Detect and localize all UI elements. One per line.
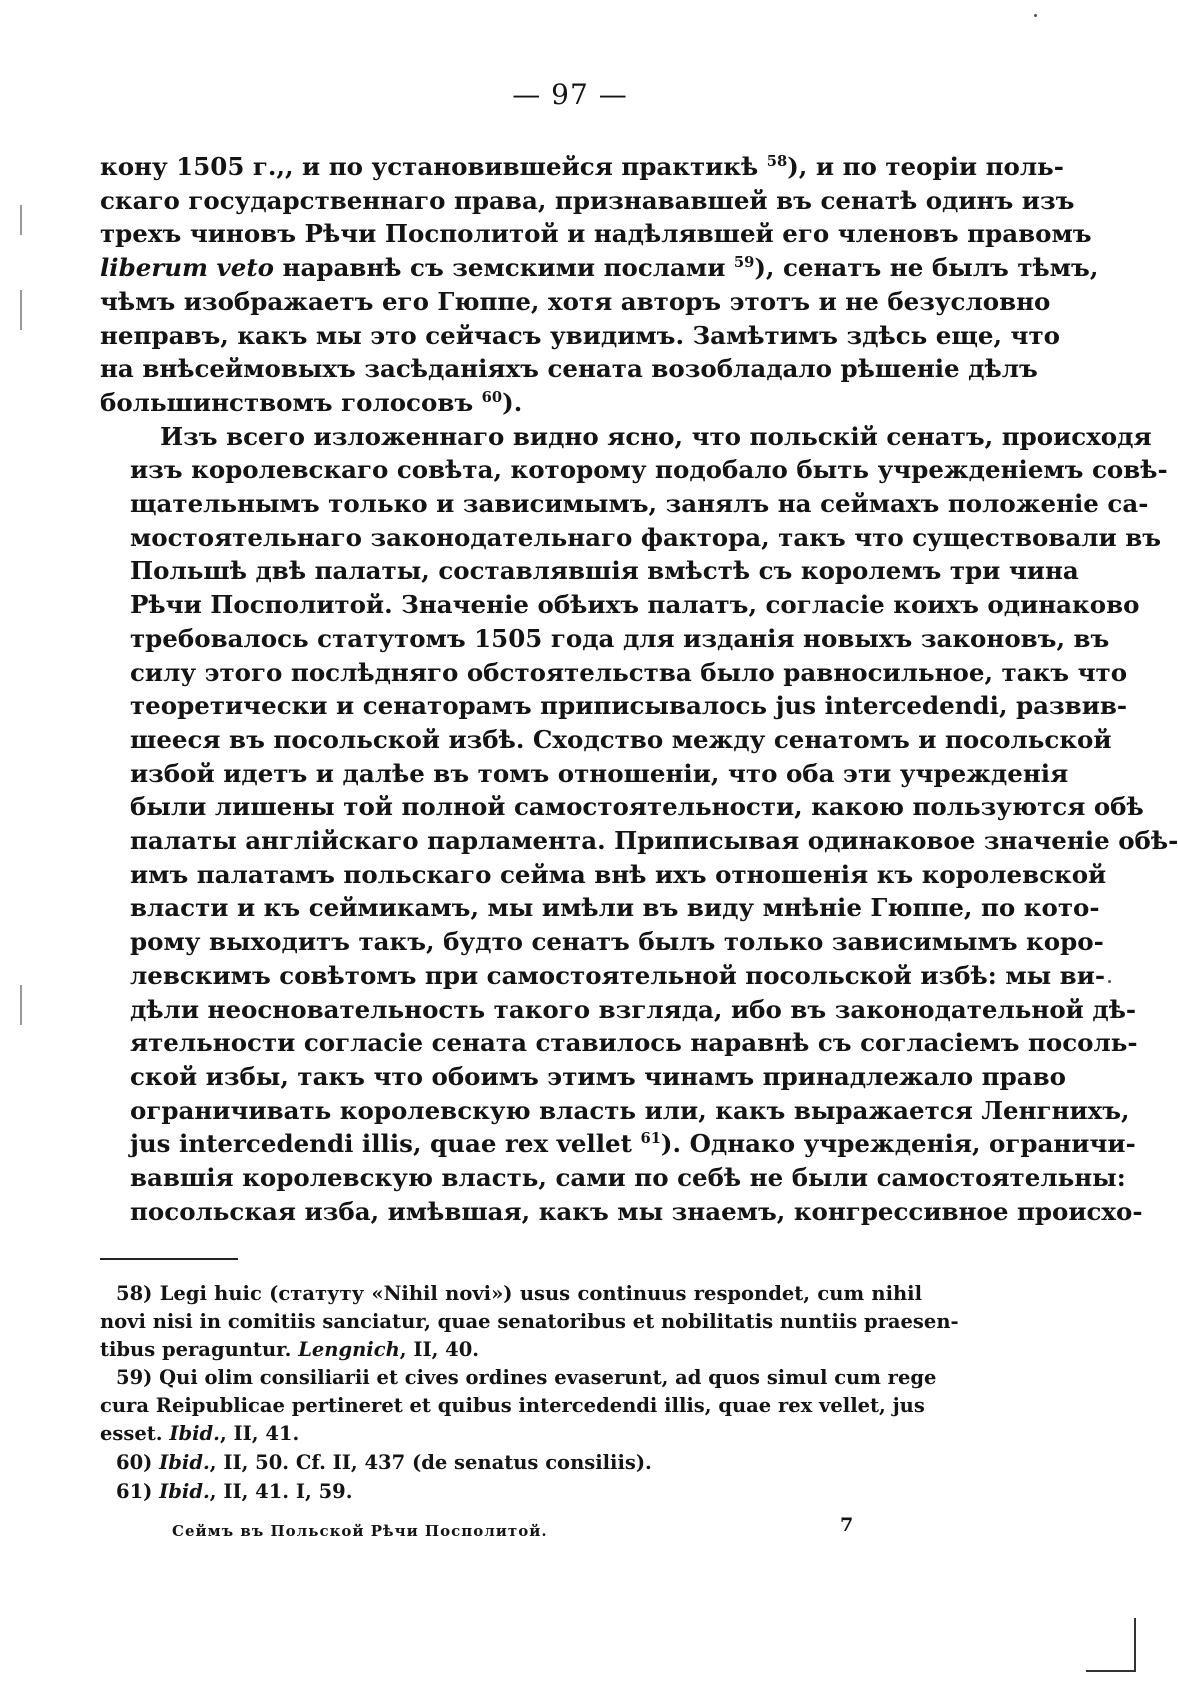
italic-citation: Ibid. (152, 1479, 210, 1503)
text-segment: , II, 50. Cf. II, 437 (de senatus consiliis). (209, 1450, 652, 1474)
text-line: вавшія королевскую власть, сами по себѣ не были самостоятельны: (130, 1163, 1126, 1193)
footnotes (100, 1280, 959, 1506)
text-segment: ), сенатъ не былъ тѣмъ, (754, 253, 1099, 283)
text-segment: ). Однако учрежденія, ограничи- (660, 1129, 1136, 1159)
text-line (100, 1420, 922, 1448)
text-line: изъ королевскаго совѣта, которому подобало быть учрежденіемъ совѣ- (130, 455, 1168, 485)
text-line: ятельности согласіе сената ставилось наравнѣ съ согласіемъ посоль- (130, 1028, 1138, 1058)
footnote-ref-58[interactable]: 58 (766, 152, 788, 170)
page-number: — 97 — (512, 78, 628, 111)
sheet-number: 7 (840, 1514, 854, 1536)
italic-term: liberum veto (100, 253, 274, 283)
text-segment: Legi huic (статуту «Nihil novi») usus continuus respondet, cum nihil (152, 1282, 922, 1305)
footnote-mark: 59) (116, 1366, 153, 1390)
italic-citation: Ibid. (152, 1450, 210, 1474)
text-line (100, 251, 1099, 285)
text-line: чѣмъ изображаетъ его Гюппе, хотя авторъ этотъ и не безусловно (100, 286, 1051, 316)
text-line: силу этого послѣдняго обстоятельства было равносильное, такъ что (130, 657, 1128, 687)
text-segment: , II, 41. (219, 1421, 300, 1445)
text-line: Польшѣ двѣ палаты, составлявшія вмѣстѣ съ королемъ три чина (130, 556, 1079, 586)
text-segment: Qui olim consiliarii et cives ordines evaserunt, ad quos simul cum rege (152, 1366, 937, 1390)
scan-speck (1108, 980, 1111, 983)
text-line (100, 1336, 922, 1364)
text-line (100, 150, 1064, 184)
text-line: шееся въ посольской избѣ. Сходство между сенатомъ и посольской (130, 724, 1112, 754)
italic-citation: Lengnich (298, 1337, 400, 1361)
text-line: палаты англійскаго парламента. Приписывая одинаковое значеніе обѣ- (130, 826, 1178, 856)
text-line: неправъ, какъ мы это сейчасъ увидимъ. Замѣтимъ здѣсь еще, что (100, 320, 1060, 350)
text-line (100, 386, 922, 420)
text-segment: esset. (100, 1421, 170, 1445)
scan-margin-mark (20, 290, 22, 330)
text-line: Изъ всего изложеннаго видно ясно, что польскій сенатъ, происходя (160, 421, 1152, 451)
text-line: мостоятельнаго законодательнаго фактора, такъ что существовали въ (130, 522, 1162, 552)
text-segment: tibus peraguntur. (100, 1337, 299, 1361)
text-line (100, 1478, 922, 1506)
footnote-mark: 60) (116, 1450, 153, 1474)
text-line: имъ палатамъ польскаго сейма внѣ ихъ отношенія къ королевской (130, 859, 1107, 889)
text-line: были лишены той полной самостоятельности, какою пользуются обѣ (130, 792, 1144, 822)
text-line: cura Reipublicae pertineret et quibus intercedendi illis, quae rex vellet, jus (100, 1394, 925, 1418)
footnote-60 (100, 1449, 922, 1477)
text-line: щательнымъ только и зависимымъ, занялъ на сеймахъ положеніе са- (130, 489, 1149, 519)
footnote-mark: 58) (116, 1282, 153, 1305)
scan-margin-mark (20, 985, 22, 1025)
text-segment: , II, 41. I, 59. (209, 1479, 353, 1503)
footnote-divider (100, 1258, 238, 1260)
text-line: избой идетъ и далѣе въ томъ отношеніи, что оба эти учрежденія (130, 758, 1069, 788)
text-line: ской избы, такъ что обоимъ этимъ чинамъ принадлежало право (130, 1061, 1066, 1091)
text-line (100, 1127, 1136, 1161)
paragraph-2 (100, 420, 1178, 1229)
text-segment: ), и по теоріи поль- (787, 152, 1064, 181)
text-line: на внѣсеймовыхъ засѣданіяхъ сената возобладало рѣшеніе дѣлъ (100, 354, 1038, 384)
text-line: требовалось статутомъ 1505 года для изданія новыхъ законовъ, въ (130, 623, 1110, 653)
italic-citation: Ibid. (169, 1421, 220, 1445)
scan-speck (1034, 14, 1037, 17)
text-segment: jus intercedendi illis, quae rex vellet (130, 1129, 641, 1159)
text-line (100, 1280, 922, 1308)
text-line: рому выходитъ такъ, будто сенатъ былъ только зависимымъ коро- (130, 927, 1104, 957)
text-line: скаго государственнаго права, признававшей въ сенатѣ одинъ изъ (100, 185, 1075, 215)
footnote-ref-60[interactable]: 60 (481, 388, 503, 406)
text-line: дѣли неосновательность такого взгляда, ибо въ законодательной дѣ- (130, 994, 1137, 1024)
text-line: теоретически и сенаторамъ приписывалось jus intercedendi, развив- (130, 691, 1128, 721)
footnote-ref-59[interactable]: 59 (733, 253, 755, 271)
text-line: власти и къ сеймикамъ, мы имѣли въ виду мнѣніе Гюппе, по кото- (130, 893, 1100, 923)
text-line: посольская изба, имѣвшая, какъ мы знаемъ, конгрессивное происхо- (130, 1196, 1143, 1226)
text-line: Рѣчи Посполитой. Значеніе обѣихъ палатъ, согласіе коихъ одинаково (130, 590, 1140, 620)
text-segment: ). (502, 387, 523, 417)
text-line: ограничивать королевскую власть или, какъ выражается Ленгнихъ, (130, 1095, 1130, 1125)
text-line: трехъ чиновъ Рѣчи Посполитой и надѣлявшей его членовъ правомъ (100, 219, 1092, 249)
scan-corner-mark (1086, 1618, 1136, 1672)
text-line (100, 1449, 922, 1477)
footnote-ref-61[interactable]: 61 (640, 1130, 661, 1148)
text-segment: кону 1505 г.,, и по установившейся практикѣ (100, 152, 767, 181)
text-line (100, 1364, 937, 1392)
text-segment: , II, 40. (399, 1337, 480, 1361)
text-line: левскимъ совѣтомъ при самостоятельной посольской избѣ: мы ви- (130, 960, 1106, 990)
footnote-58 (100, 1280, 959, 1363)
footnote-59 (100, 1364, 937, 1447)
footnote-mark: 61) (116, 1479, 153, 1503)
text-line: novi nisi in comitiis sanciatur, quae senatoribus et nobilitatis nuntiis praesen- (100, 1309, 959, 1333)
main-text (100, 150, 1178, 1229)
text-segment: наравнѣ съ земскими послами (274, 253, 734, 283)
scan-margin-mark (20, 205, 22, 235)
paragraph-1 (100, 150, 1099, 420)
signature-line: Сеймъ въ Польской Рѣчи Посполитой. (172, 1522, 548, 1540)
footnote-61 (100, 1478, 922, 1506)
text-segment: большинствомъ голосовъ (100, 387, 482, 417)
